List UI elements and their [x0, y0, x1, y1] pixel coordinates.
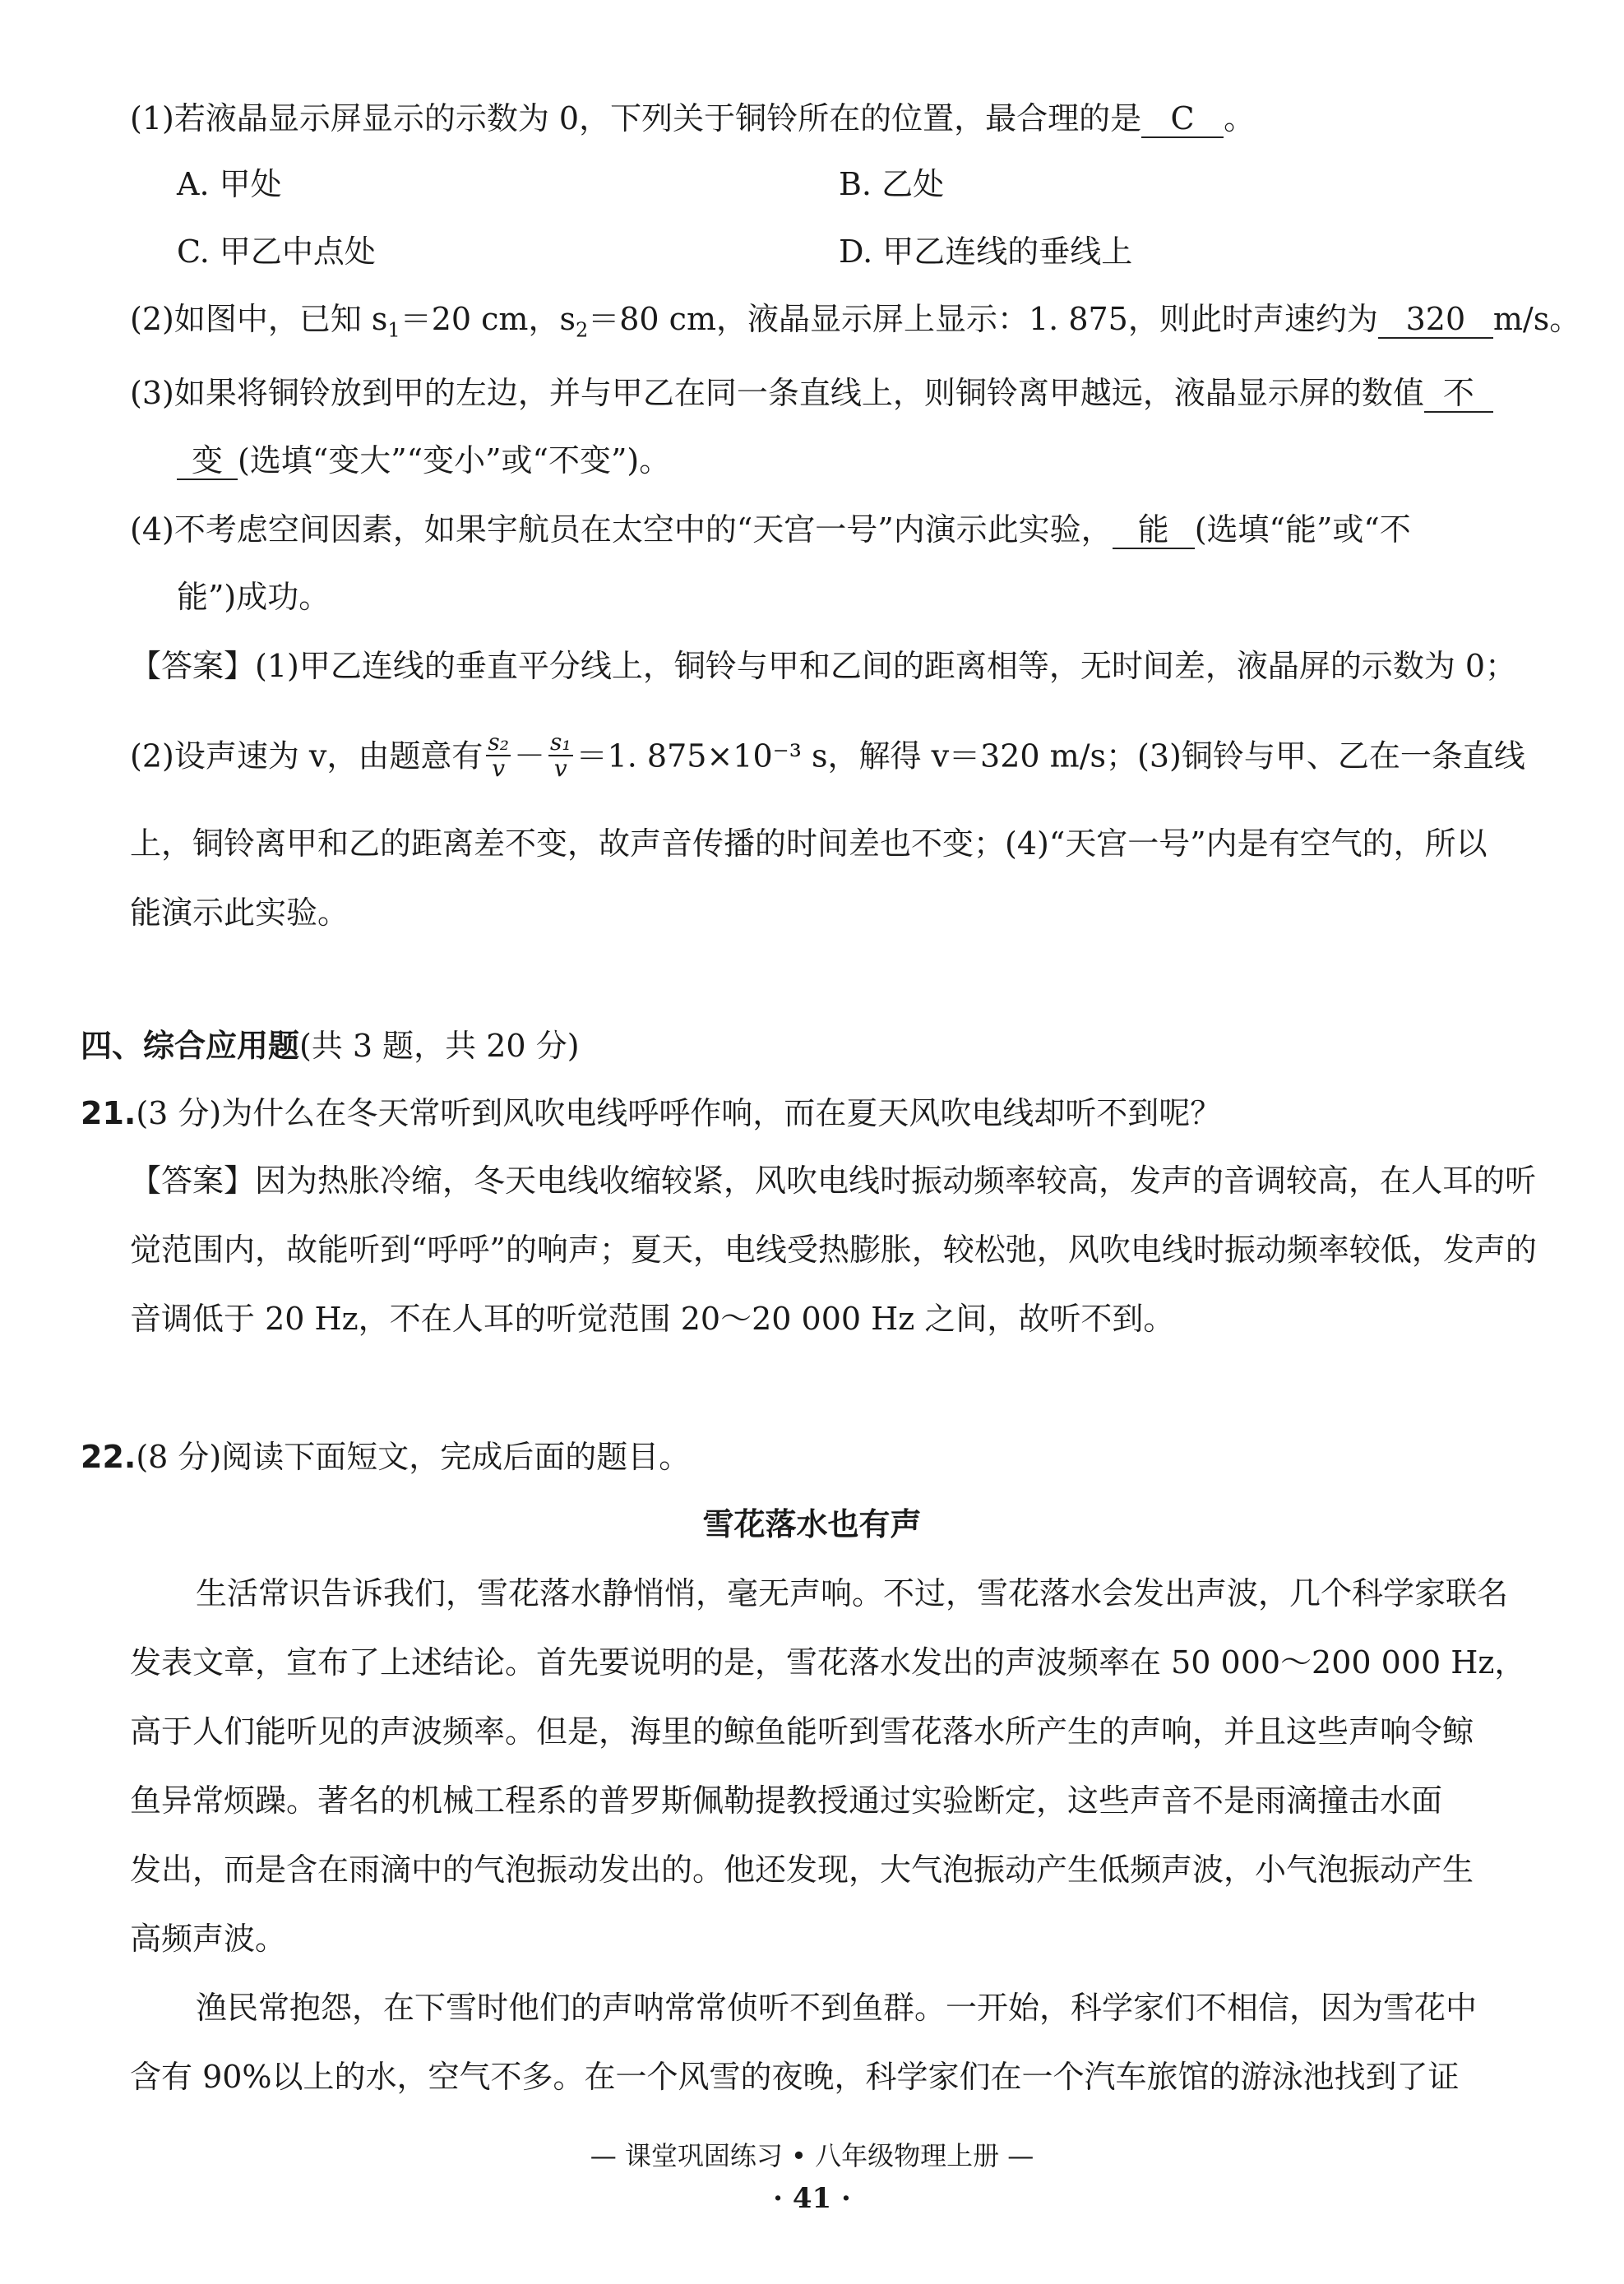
q21-answer-line1: 【答案】因为热胀冷缩，冬天电线收缩较紧，风吹电线时振动频率较高，发声的音调较高，在人耳的听: [130, 1163, 1537, 1199]
q4-text1b: (选填“能”或“不: [1194, 511, 1411, 548]
q3-line1: [130, 372, 1528, 414]
fraction2-numerator: s₁: [549, 728, 571, 756]
q1-stem-line: [130, 97, 1528, 140]
article-title: 雪花落水也有声: [702, 1506, 922, 1542]
q22-line: [81, 1436, 1478, 1478]
section4-heading: [81, 1024, 1478, 1067]
q3-answer-blank-1: 不: [1424, 375, 1493, 413]
q4-line2: 能”)成功。: [177, 579, 331, 615]
fraction-s1-over-v: [548, 730, 573, 781]
q3-text2: (选填“变大”“变小”或“不变”)。: [238, 442, 671, 479]
answer20-line1: 【答案】(1)甲乙连线的垂直平分线上，铜铃与甲和乙间的距离相等，无时间差，液晶屏的示数为 0；: [130, 648, 1517, 684]
q4-text1: (4)不考虑空间因素，如果宇航员在太空中的“天宫一号”内演示此实验，: [130, 511, 1113, 548]
article-p1-line6: 高频声波。: [130, 1921, 287, 1957]
answer20-line2a: (2)设声速为 v，由题意有: [130, 737, 483, 774]
q1-end: 。: [1224, 100, 1256, 136]
section4-title: 四、综合应用题: [81, 1028, 300, 1064]
fraction2-denominator: v: [553, 755, 567, 782]
q1-option-d: D. 甲乙连线的垂线上: [839, 233, 1133, 270]
q21-number: 21.: [81, 1095, 136, 1131]
q2-line: [130, 298, 1581, 342]
q4-answer-blank: 能: [1113, 511, 1195, 549]
q3-text1: (3)如果将铜铃放到甲的左边，并与甲乙在同一条直线上，则铜铃离甲越远，液晶显示屏的数值: [130, 375, 1424, 411]
fraction1-numerator: s₂: [488, 728, 509, 756]
q2-pre: (2)如图中，已知 s: [130, 301, 388, 337]
q3-line2: [177, 439, 1575, 482]
answer20-line2: [130, 728, 1528, 782]
q21-text: (3 分)为什么在冬天常听到风吹电线呼呼作响，而在夏天风吹电线却听不到呢？: [136, 1095, 1222, 1131]
article-p1-line5: 发出，而是含在雨滴中的气泡振动发出的。他还发现，大气泡振动产生低频声波，小气泡振动产生: [130, 1852, 1474, 1888]
q2-post: m/s。: [1492, 301, 1581, 337]
article-p2-line2: 含有 90%以上的水，空气不多。在一个风雪的夜晚，科学家们在一个汽车旅馆的游泳池找到了证: [130, 2059, 1460, 2095]
article-p2-line1: 渔民常抱怨，在下雪时他们的声呐常常侦听不到鱼群。一开始，科学家们不相信，因为雪花中: [196, 1990, 1478, 2026]
q21-answer-line3: 音调低于 20 Hz，不在人耳的听觉范围 20～20 000 Hz 之间，故听不到。: [130, 1301, 1175, 1337]
article-p1-line1: 生活常识告诉我们，雪花落水静悄悄，毫无声响。不过，雪花落水会发出声波，几个科学家联名: [196, 1575, 1509, 1611]
minus-sign: －: [513, 737, 545, 774]
q3-answer-blank-2: 变: [177, 442, 238, 480]
q2-sub2: 2: [575, 318, 589, 342]
q1-option-a: A. 甲处: [177, 166, 282, 202]
q21-line: [81, 1092, 1478, 1135]
article-p1-line4: 鱼异常烦躁。著名的机械工程系的普罗斯佩勒提教授通过实验断定，这些声音不是雨滴撞击水面: [130, 1782, 1443, 1819]
q4-line1: [130, 508, 1528, 551]
q1-option-b: B. 乙处: [839, 166, 945, 202]
section4-note: (共 3 题，共 20 分): [299, 1028, 580, 1064]
answer20-line3: 上，铜铃离甲和乙的距离差不变，故声音传播的时间差也不变；(4)“天宫一号”内是有空气的，所以: [130, 825, 1488, 862]
q2-mid2: ＝80 cm，液晶显示屏上显示：1. 875，则此时声速约为: [588, 301, 1378, 337]
q2-sub1: 1: [387, 318, 400, 342]
q1-stem: (1)若液晶显示屏显示的示数为 0，下列关于铜铃所在的位置，最合理的是: [130, 100, 1142, 136]
q22-text: (8 分)阅读下面短文，完成后面的题目。: [136, 1439, 691, 1475]
q2-answer-blank: 320: [1378, 301, 1493, 339]
q1-option-c: C. 甲乙中点处: [177, 233, 376, 270]
q21-answer-line2: 觉范围内，故能听到“呼呼”的响声；夏天，电线受热膨胀，较松弛，风吹电线时振动频率较低，发声的: [130, 1232, 1537, 1268]
page-number: · 41 ·: [773, 2182, 851, 2215]
article-p1-line3: 高于人们能听见的声波频率。但是，海里的鲸鱼能听到雪花落水所产生的声响，并且这些声响令鲸: [130, 1713, 1474, 1750]
footer-book-title: — 课堂巩固练习 • 八年级物理上册 —: [590, 2140, 1034, 2171]
q2-mid1: ＝20 cm，s: [400, 301, 576, 337]
answer20-line4: 能演示此实验。: [130, 895, 349, 931]
answer20-line2b: ＝1. 875×10⁻³ s，解得 v＝320 m/s；(3)铜铃与甲、乙在一条直线: [576, 737, 1525, 774]
q1-answer-blank: C: [1141, 100, 1224, 138]
q22-number: 22.: [81, 1439, 136, 1475]
article-p1-line2: 发表文章，宣布了上述结论。首先要说明的是，雪花落水发出的声波频率在 50 000～200 000 Hz，: [130, 1644, 1526, 1681]
fraction-s2-over-v: [486, 730, 511, 781]
fraction1-denominator: v: [492, 755, 506, 782]
